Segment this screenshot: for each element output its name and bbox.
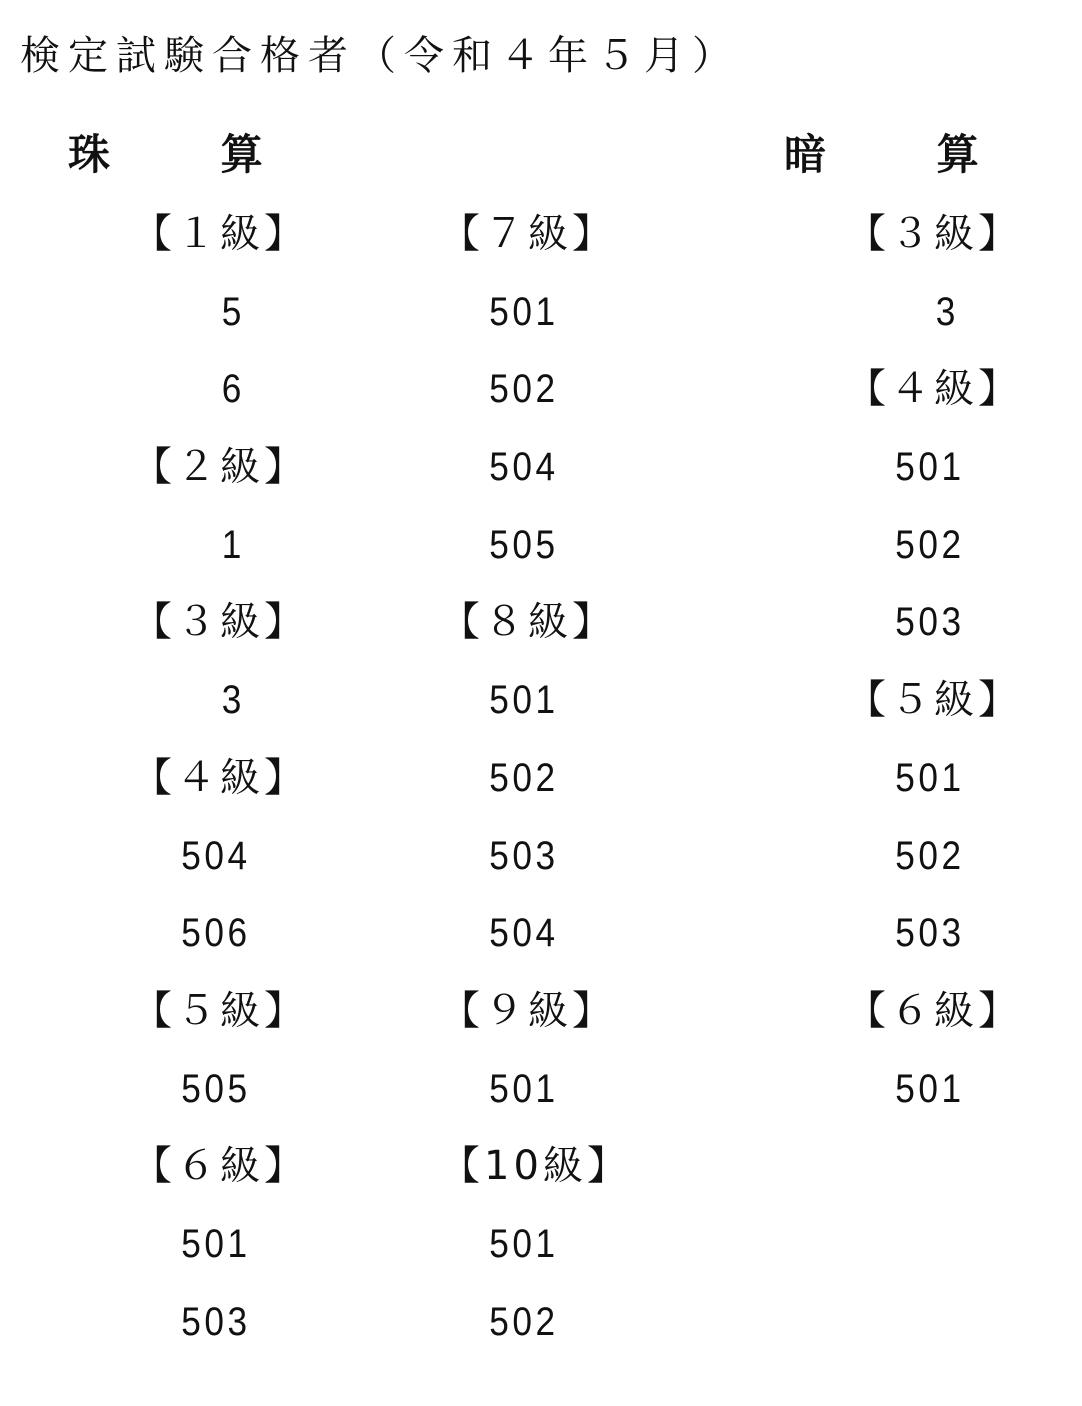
anzan-heading: 暗 算 (784, 130, 1027, 179)
examinee-number: 501 (489, 289, 559, 334)
grade-label: 【10級】 (440, 1143, 631, 1190)
examinee-number: 501 (489, 678, 559, 723)
examinee-number: 501 (895, 755, 965, 800)
examinee-number: 502 (489, 1299, 559, 1344)
examinee-number: 502 (489, 755, 559, 800)
grade-label: 【３級】 (132, 599, 308, 646)
examinee-number: 501 (895, 1066, 965, 1111)
grade-label: 【６級】 (846, 987, 1022, 1034)
examinee-number: 503 (895, 911, 965, 956)
grade-label: 【９級】 (440, 987, 616, 1034)
examinee-number: 504 (489, 445, 559, 490)
examinee-number: 505 (489, 522, 559, 567)
examinee-number: 504 (489, 911, 559, 956)
grade-label: 【１級】 (132, 211, 308, 257)
anzan-column-1 (846, 196, 1066, 1128)
grade-label: 【８級】 (440, 599, 616, 646)
grade-label: 【５級】 (846, 677, 1022, 724)
examinee-number: 501 (489, 1221, 559, 1266)
examinee-number: 502 (895, 833, 965, 878)
examinee-number: 501 (489, 1066, 559, 1111)
examinee-number: 3 (935, 289, 959, 334)
examinee-number: 503 (489, 833, 559, 878)
page-title: 検定試験合格者（令和４年５月） (20, 33, 740, 79)
grade-label: 【２級】 (132, 444, 308, 491)
grade-label: 【７級】 (440, 211, 616, 257)
examinee-number: 1 (221, 522, 245, 567)
examinee-number: 5 (221, 289, 245, 334)
examinee-number: 3 (221, 678, 245, 723)
examinee-number: 503 (895, 600, 965, 645)
examinee-number: 502 (895, 522, 965, 567)
soroban-column-1 (132, 196, 352, 1361)
examinee-number: 504 (181, 833, 251, 878)
examinee-number: 501 (895, 445, 965, 490)
grade-label: 【４級】 (132, 754, 308, 801)
examinee-number: 502 (489, 367, 559, 412)
examinee-number: 501 (181, 1221, 251, 1266)
examinee-number: 505 (181, 1066, 251, 1111)
examinee-number: 6 (221, 367, 245, 412)
examinee-number: 506 (181, 911, 251, 956)
grade-label: 【５級】 (132, 987, 308, 1034)
soroban-heading: 珠 算 (68, 130, 311, 179)
examinee-number: 503 (181, 1299, 251, 1344)
grade-label: 【６級】 (132, 1143, 308, 1190)
soroban-column-2 (440, 196, 660, 1361)
grade-label: 【３級】 (846, 211, 1022, 257)
grade-label: 【４級】 (846, 366, 1022, 413)
